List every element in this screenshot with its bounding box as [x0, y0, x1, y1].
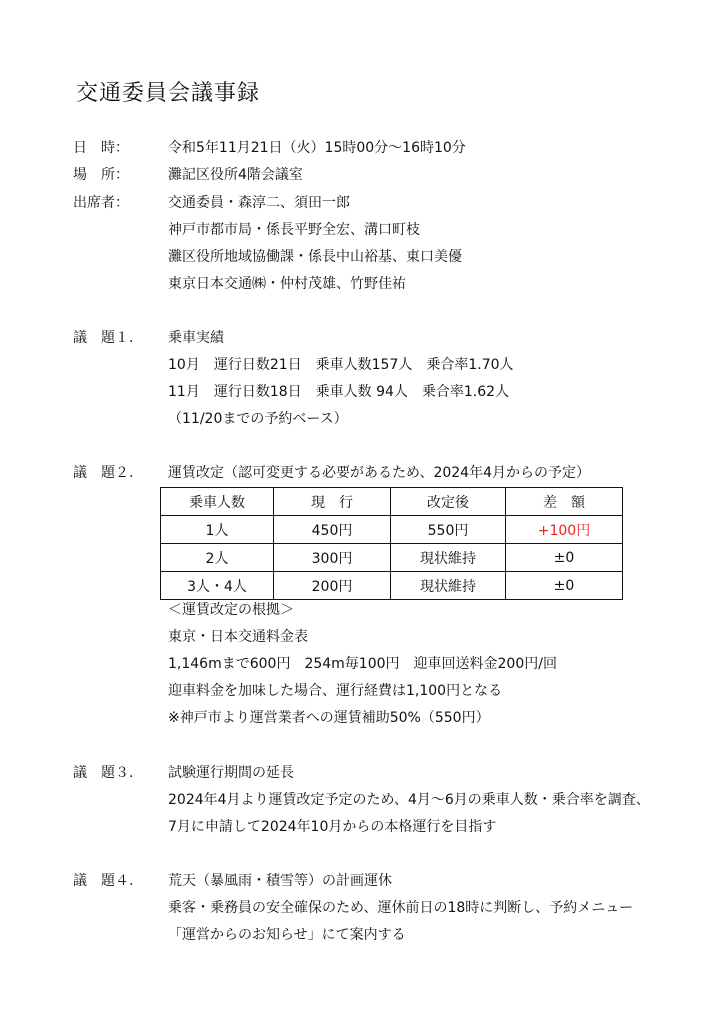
table-row [161, 544, 623, 572]
table-header-cell: 改定後 [391, 488, 506, 516]
agenda4-title: 荒天（暴風雨・積雪等）の計画運休 [168, 873, 392, 889]
agenda1-line: （11/20までの予約ベース） [168, 411, 348, 427]
agenda3-label: 議 題３. [73, 765, 134, 781]
table-cell: ±0 [506, 544, 623, 572]
table-cell: 現状維持 [391, 572, 506, 600]
basis-line: ※神戸市より運営業者への運賃補助50%（550円） [168, 710, 490, 726]
agenda4-line: 「運営からのお知らせ」にて案内する [168, 927, 406, 943]
table-header-cell: 乗車人数 [161, 488, 274, 516]
table-cell: 300円 [274, 544, 391, 572]
agenda1-label: 議 題１. [73, 330, 134, 346]
page-title: 交通委員会議事録 [76, 81, 261, 106]
basis-line: 1,146mまで600円 254m毎100円 迎車回送料金200円/回 [168, 656, 557, 672]
date-label: 日 時： [73, 140, 129, 156]
agenda3-title: 試験運行期間の延長 [168, 765, 294, 781]
agenda4-line: 乗客・乗務員の安全確保のため、運休前日の18時に判断し、予約メニュー [168, 900, 634, 916]
table-header-cell: 差 額 [506, 488, 623, 516]
place-label: 場 所： [73, 167, 129, 183]
table-cell: 現状維持 [391, 544, 506, 572]
agenda1-title: 乗車実績 [168, 330, 224, 346]
agenda1-line: 10月 運行日数21日 乗車人数157人 乗合率1.70人 [168, 357, 514, 373]
table-cell: ±0 [506, 572, 623, 600]
table-cell: 2人 [161, 544, 274, 572]
table-cell: 3人・4人 [161, 572, 274, 600]
attendee-line: 東京日本交通㈱・仲村茂雄、竹野佳祐 [168, 276, 406, 292]
basis-line: 東京・日本交通料金表 [168, 629, 308, 645]
table-cell-diff-highlight: +100円 [506, 516, 623, 544]
basis-line: 迎車料金を加味した場合、運行経費は1,100円となる [168, 683, 503, 699]
place-value: 灘記区役所4階会議室 [168, 167, 303, 183]
table-row [161, 516, 623, 544]
basis-heading: ＜運賃改定の根拠＞ [168, 602, 294, 618]
table-header-cell: 現 行 [274, 488, 391, 516]
table-header-row [161, 488, 623, 516]
table-cell: 200円 [274, 572, 391, 600]
table-cell: 550円 [391, 516, 506, 544]
table-cell: 450円 [274, 516, 391, 544]
table-cell: 1人 [161, 516, 274, 544]
agenda2-title: 運賃改定（認可変更する必要があるため、2024年4月からの予定） [168, 465, 590, 481]
attendee-line: 灘区役所地域協働課・係長中山裕基、東口美優 [168, 249, 462, 265]
fare-table [160, 487, 623, 600]
attendees-label: 出席者： [73, 195, 129, 211]
agenda4-label: 議 題４. [73, 873, 134, 889]
agenda3-line: 2024年4月より運賃改定予定のため、4月～6月の乗車人数・乗合率を調査、 [168, 792, 650, 808]
agenda3-line: 7月に申請して2024年10月からの本格運行を目指す [168, 819, 497, 835]
agenda1-line: 11月 運行日数18日 乗車人数 94人 乗合率1.62人 [168, 384, 510, 400]
date-value: 令和5年11月21日（火）15時00分～16時10分 [168, 140, 466, 156]
attendee-line: 神戸市都市局・係長平野全宏、溝口町枝 [168, 222, 420, 238]
attendee-line: 交通委員・森淳二、須田一郎 [168, 195, 350, 211]
table-row [161, 572, 623, 600]
agenda2-label: 議 題２. [73, 465, 134, 481]
